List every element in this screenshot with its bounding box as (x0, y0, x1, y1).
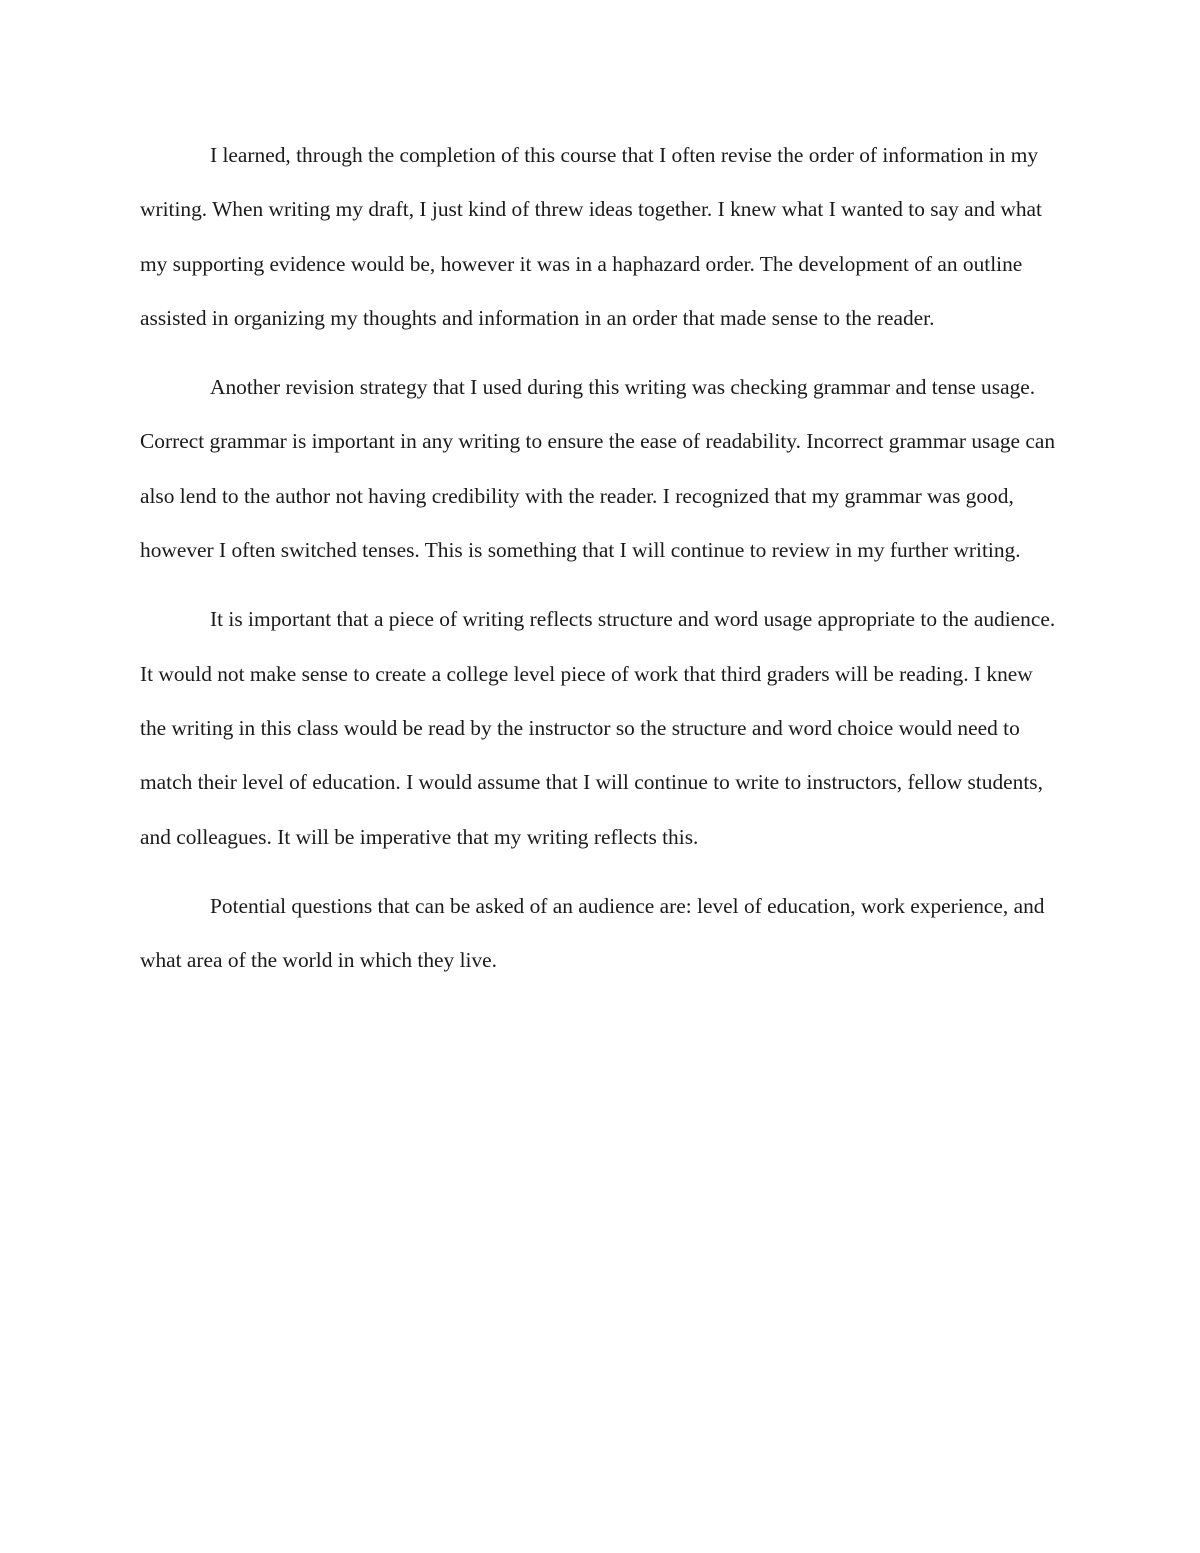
document-body (140, 128, 1060, 1002)
paragraph-4: Potential questions that can be asked of an audience are: level of education, work experience, and what area of the world in which they live. (140, 893, 1045, 973)
paragraph-2: Another revision strategy that I used during this writing was checking grammar and tense usage. Correct grammar is important in any writing to ensure the ease of readability. Incorrect grammar usage can also lend to the author not having credibility with the reader. I recognized that my grammar was good, however I often switched tenses. This is something that I will continue to review in my further writing. (140, 375, 1056, 563)
paragraph-1: I learned, through the completion of this course that I often revise the order of information in my writing. When writing my draft, I just kind of threw ideas together. I knew what I wanted to say and what my supporting evidence would be, however it was in a haphazard order. The development of an outline assisted in organizing my thoughts and information in an order that made sense to the reader. (140, 143, 1042, 330)
paragraph-3: It is important that a piece of writing reflects structure and word usage appropriate to the audience. It would not make sense to create a college level piece of work that third graders will be reading. I knew the writing in this class would be read by the instructor so the structure and word choice would need to match their level of education. I would assume that I will continue to write to instructors, fellow students, and colleagues. It will be imperative that my writing reflects this. (140, 607, 1056, 849)
